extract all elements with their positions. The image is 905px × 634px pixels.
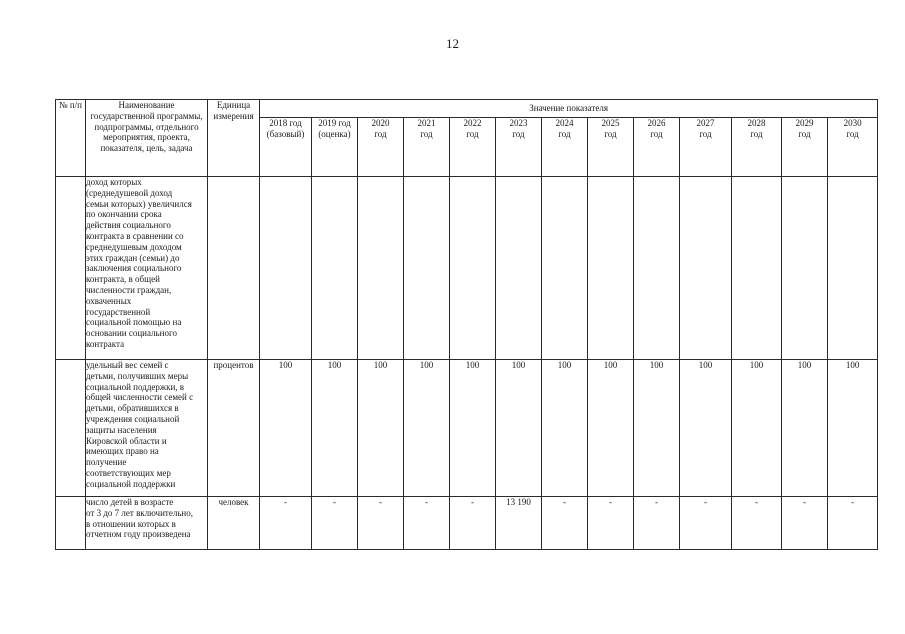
row-value: 100 (542, 360, 588, 497)
row-num (56, 360, 86, 497)
row-value: 100 (588, 360, 634, 497)
table-row (56, 497, 878, 550)
row-value: - (588, 497, 634, 550)
row-unit (208, 177, 260, 360)
row-unit: человек (208, 497, 260, 550)
header-unit: Единица измерения (208, 100, 260, 177)
header-num: № п/п (56, 100, 86, 177)
header-year: 2018 год (базовый) (260, 118, 312, 177)
header-year: 2022 год (450, 118, 496, 177)
row-value (404, 177, 450, 360)
row-value: 100 (496, 360, 542, 497)
row-value: - (782, 497, 828, 550)
row-value: - (680, 497, 732, 550)
page-number: 12 (446, 36, 459, 51)
row-value: 100 (634, 360, 680, 497)
row-value: - (450, 497, 496, 550)
row-value (450, 177, 496, 360)
row-value: - (634, 497, 680, 550)
indicators-table (55, 99, 878, 550)
row-value (634, 177, 680, 360)
header-values-group: Значение показателя (260, 100, 878, 118)
row-value: 100 (404, 360, 450, 497)
header-year: 2028 год (732, 118, 782, 177)
row-value: - (542, 497, 588, 550)
row-value (588, 177, 634, 360)
row-value: - (312, 497, 358, 550)
header-year: 2023 год (496, 118, 542, 177)
row-value (828, 177, 878, 360)
row-value (260, 177, 312, 360)
row-value: - (732, 497, 782, 550)
row-unit: процентов (208, 360, 260, 497)
table-row (56, 360, 878, 497)
header-year: 2024 год (542, 118, 588, 177)
row-name: доход которых (среднедушевой доход семьи которых) увеличился по окончании срока действия социального контракта в сравнении со среднедушевым доходом этих граждан (семьи) до заключения социального контракта, в общей численности граждан, охваченных государственной социальной помощью на основании социального контракта (86, 177, 208, 360)
row-value: - (260, 497, 312, 550)
header-year: 2020 год (358, 118, 404, 177)
row-value: 13 190 (496, 497, 542, 550)
row-value: 100 (358, 360, 404, 497)
header-name: Наименование государственной программы, подпрограммы, отдельного мероприятия, проекта, показателя, цель, задача (86, 100, 208, 177)
row-value: 100 (312, 360, 358, 497)
row-value: - (358, 497, 404, 550)
header-year: 2025 год (588, 118, 634, 177)
header-year: 2021 год (404, 118, 450, 177)
row-num (56, 177, 86, 360)
header-year: 2027 год (680, 118, 732, 177)
row-value (782, 177, 828, 360)
row-value: 100 (450, 360, 496, 497)
row-value (496, 177, 542, 360)
row-value: 100 (782, 360, 828, 497)
row-value: 100 (260, 360, 312, 497)
row-value: 100 (680, 360, 732, 497)
header-year: 2030 год (828, 118, 878, 177)
row-value (732, 177, 782, 360)
row-value (680, 177, 732, 360)
table-row (56, 177, 878, 360)
row-value: - (828, 497, 878, 550)
header-year: 2026 год (634, 118, 680, 177)
row-num (56, 497, 86, 550)
row-value (358, 177, 404, 360)
row-value (542, 177, 588, 360)
row-value: 100 (732, 360, 782, 497)
row-name: число детей в возрасте от 3 до 7 лет включительно, в отношении которых в отчетном году произведена (86, 497, 208, 550)
header-year: 2029 год (782, 118, 828, 177)
row-value: - (404, 497, 450, 550)
row-name: удельный вес семей с детьми, получивших меры социальной поддержки, в общей численности семей с детьми, обратившихся в учреждения социальной защиты населения Кировской области и имеющих право на получение соответствующих мер социальной поддержки (86, 360, 208, 497)
header-year: 2019 год (оценка) (312, 118, 358, 177)
row-value: 100 (828, 360, 878, 497)
row-value (312, 177, 358, 360)
